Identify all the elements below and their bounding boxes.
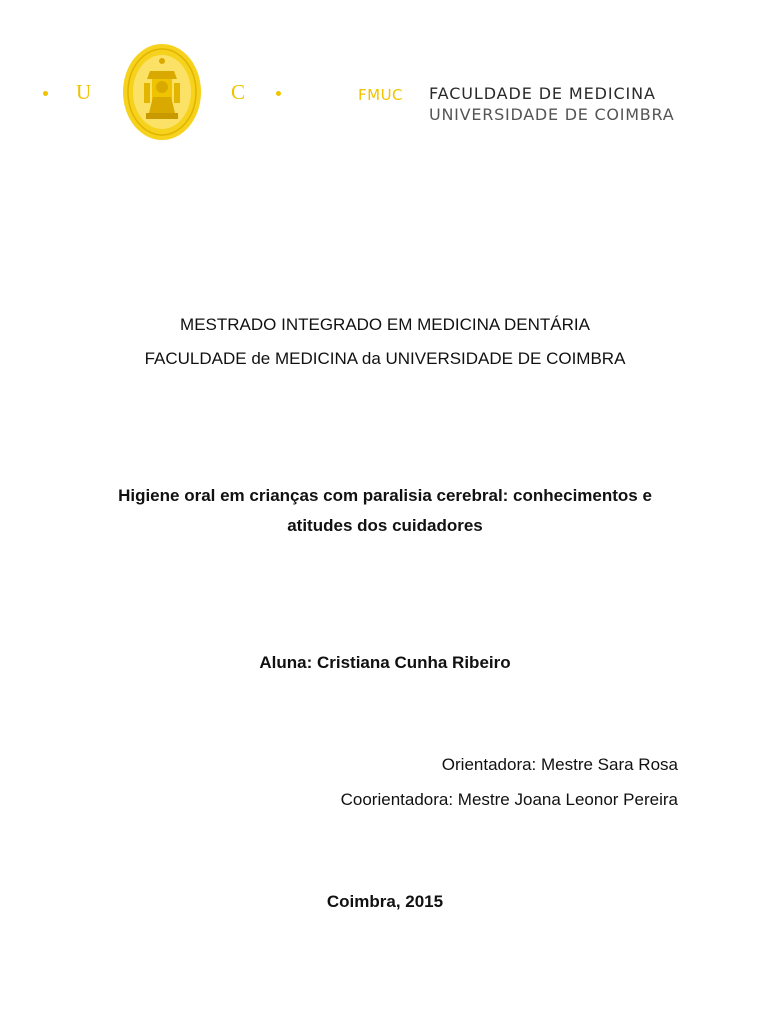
university-header [0, 0, 770, 150]
place-date: Coimbra, 2015 [326, 892, 444, 911]
university-seal-icon [122, 43, 202, 141]
uc-letter-u: U [76, 80, 92, 104]
dot-ornament [276, 91, 281, 96]
faculty-name: FACULDADE DE MEDICINA [429, 84, 656, 103]
faculty-full-name: FACULDADE de MEDICINA da UNIVERSIDADE DE COIMBRA [144, 349, 626, 368]
uc-letter-c: C [231, 80, 246, 104]
dot-ornament [43, 91, 48, 96]
thesis-title-line2: atitudes dos cuidadores [287, 516, 483, 535]
thesis-title-line1: Higiene oral em crianças com paralisia cerebral: conhecimentos e [118, 486, 652, 505]
fmuc-logo-text: FMUC [358, 86, 404, 104]
degree-program: MESTRADO INTEGRADO EM MEDICINA DENTÁRIA [180, 315, 590, 334]
coadvisor: Coorientadora: Mestre Joana Leonor Pereira [340, 790, 678, 809]
university-name: UNIVERSIDADE DE COIMBRA [429, 105, 675, 124]
student-name: Aluna: Cristiana Cunha Ribeiro [259, 653, 511, 672]
advisor: Orientadora: Mestre Sara Rosa [441, 755, 678, 774]
